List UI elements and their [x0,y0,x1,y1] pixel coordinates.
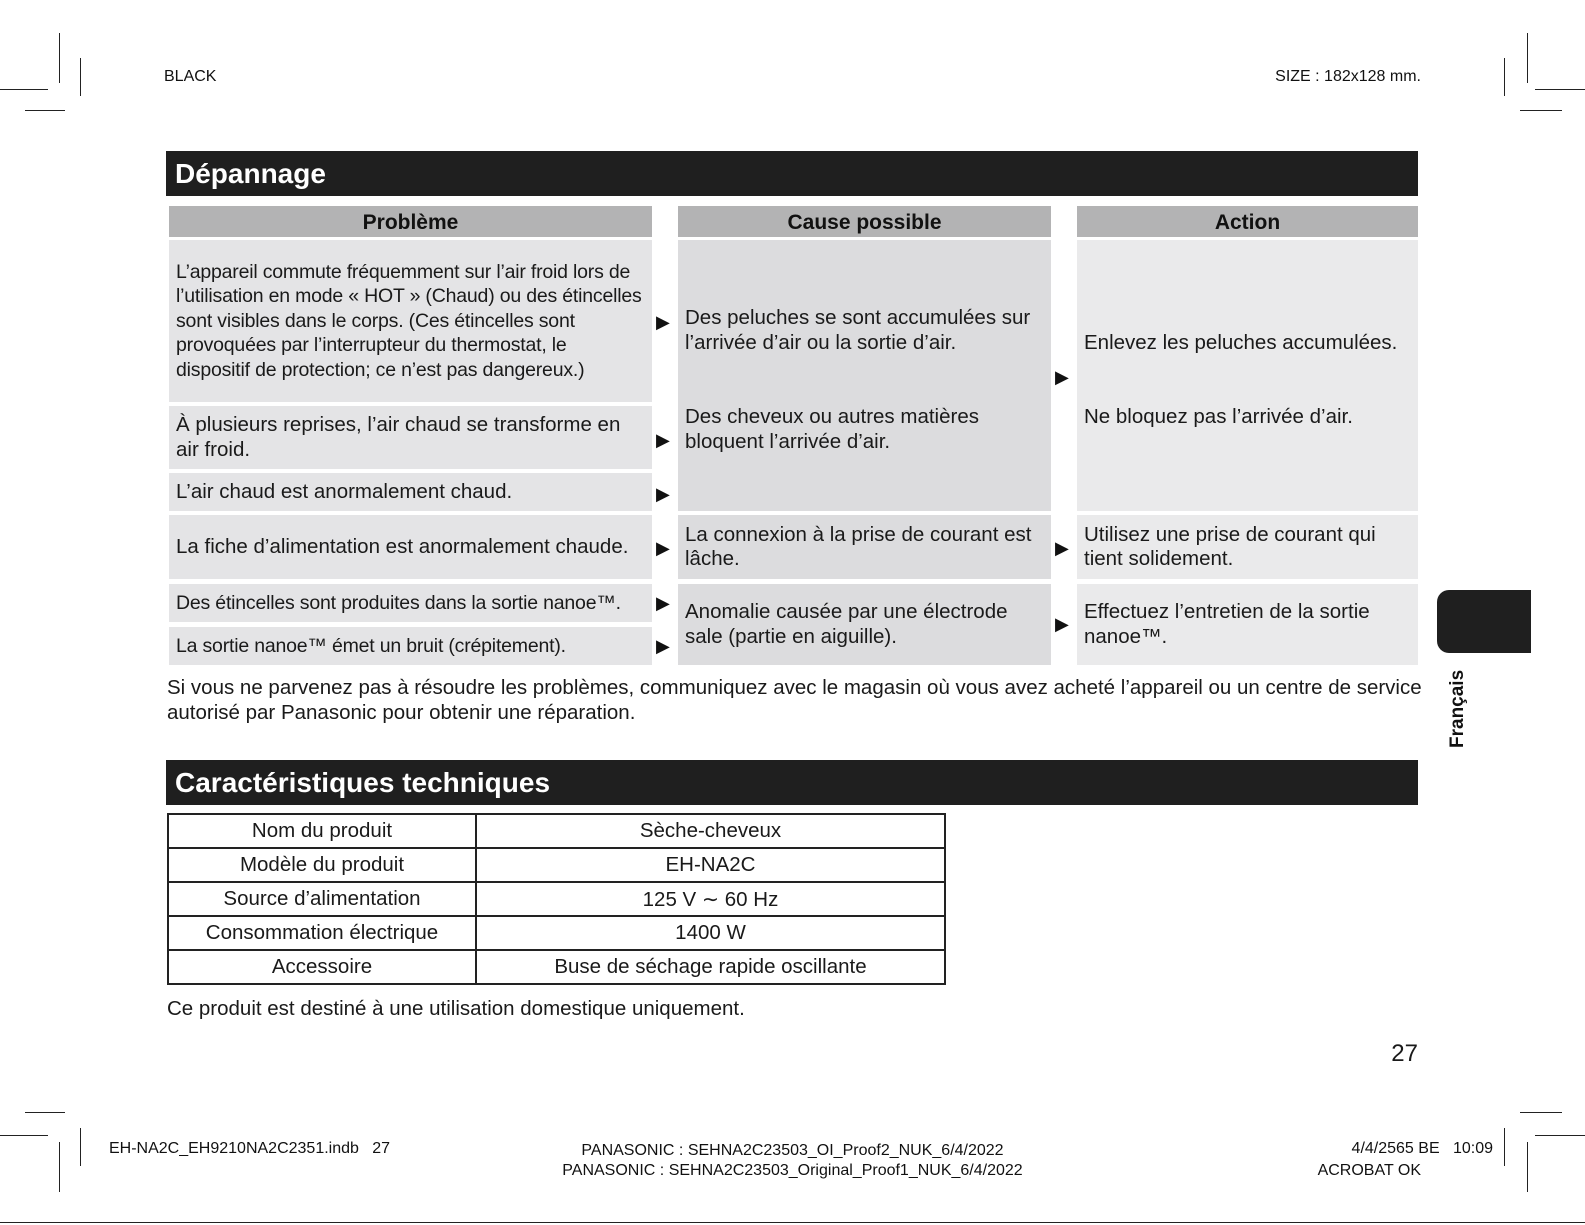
problem-text: La fiche d’alimentation est anormalement chaude. [176,534,629,558]
spec-label: Consommation électrique [168,916,476,950]
crop-mark [80,58,81,96]
footer-proof-line-1: PANASONIC : SEHNA2C23503_OI_Proof2_NUK_6/4/2022 [581,1142,1004,1159]
problem-text: À plusieurs reprises, l’air chaud se transforme en air froid. [176,413,621,461]
problem-cell [169,584,652,622]
language-label: Français [1447,669,1468,748]
crop-mark [1504,58,1505,96]
arrow-icon: ▶ [1055,538,1069,558]
cause-cell [678,584,1051,665]
arrow-icon: ▶ [656,636,670,656]
arrow-icon: ▶ [656,538,670,558]
action-text: Enlevez les peluches accumulées. [1084,331,1398,354]
footer-file: EH-NA2C_EH9210NA2C2351.indb 27 [109,1140,391,1157]
action-cell [1077,240,1418,511]
cause-cell [678,515,1051,579]
table-row [168,814,945,848]
action-cell [1077,515,1418,579]
header-cause: Cause possible [678,206,1051,237]
spec-value: 125 V ∼ 60 Hz [476,882,945,916]
action-text: Utilisez une prise de courant qui tient solidement. [1084,522,1376,570]
crop-mark [59,33,60,83]
cause-text: Des peluches se sont accumulées sur l’arrivée d’air ou la sortie d’air. [685,306,1031,354]
problem-cell [169,240,652,402]
table-row [168,916,945,950]
spec-label: Accessoire [168,950,476,984]
spec-value: Sèche-cheveux [476,814,945,848]
specs-table [167,813,946,985]
crop-mark [1520,110,1562,111]
problem-cell [169,473,652,511]
domestic-use-note: Ce produit est destiné à une utilisation domestique uniquement. [167,997,745,1020]
problem-text: L’appareil commute fréquemment sur l’air froid lors de l’utilisation en mode « HOT » (Chaud) ou des étincelles sont visibles dans le corps. (Ces étincelles sont provoquées par l’interrupteur du thermostat, le dispositif de protection; ce n’est pas dangereux.) [176,260,642,381]
spec-value: 1400 W [476,916,945,950]
cause-text: La connexion à la prise de courant est lâche. [685,522,1032,570]
crop-mark [25,110,65,111]
service-note: Si vous ne parvenez pas à résoudre les problèmes, communiquez avec le magasin où vous avez acheté l’appareil ou un centre de service autorisé par Panasonic pour obtenir une réparation. [167,676,1422,724]
size-label: SIZE : 182x128 mm. [1275,68,1421,85]
spec-value: Buse de séchage rapide oscillante [476,950,945,984]
bottom-rule [0,1222,1585,1223]
crop-mark [0,89,48,90]
table-row [168,848,945,882]
cause-text: Anomalie causée par une électrode sale (partie en aiguille). [685,600,1008,648]
crop-mark [1535,89,1585,90]
cause-text: Des cheveux ou autres matières bloquent l’arrivée d’air. [685,405,979,453]
action-text: Effectuez l’entretien de la sortie nanoe™. [1084,600,1370,648]
arrow-icon: ▶ [656,312,670,332]
problem-text: La sortie nanoe™ émet un bruit (crépitement). [176,634,566,657]
crop-mark [0,1135,48,1136]
footer-status: ACROBAT OK [1317,1162,1421,1179]
problem-cell [169,515,652,579]
spec-value: EH-NA2C [476,848,945,882]
crop-mark [1520,1112,1562,1113]
arrow-icon: ▶ [1055,614,1069,634]
spec-label: Modèle du produit [168,848,476,882]
arrow-icon: ▶ [656,430,670,450]
footer-proof-line-2: PANASONIC : SEHNA2C23503_Original_Proof1_NUK_6/4/2022 [562,1162,1023,1179]
header-problem: Problème [169,206,652,237]
crop-mark [1535,1135,1585,1136]
problem-text: L’air chaud est anormalement chaud. [176,479,513,503]
problem-cell [169,406,652,469]
ink-label: BLACK [164,68,217,85]
crop-mark [1527,33,1528,83]
language-tab [1437,590,1531,653]
spec-label: Source d’alimentation [168,882,476,916]
header-action: Action [1077,206,1418,237]
table-row [168,882,945,916]
problem-text: Des étincelles sont produites dans la sortie nanoe™. [176,591,621,614]
troubleshooting-title: Dépannage [166,151,1418,196]
action-cell [1077,584,1418,665]
arrow-icon: ▶ [656,484,670,504]
page-number: 27 [1391,1040,1418,1067]
action-text: Ne bloquez pas l’arrivée d’air. [1084,405,1353,428]
arrow-icon: ▶ [1055,367,1069,387]
footer-date: 4/4/2565 BE 10:09 [1351,1140,1493,1157]
table-row [168,950,945,984]
crop-mark [25,1112,65,1113]
problem-cell [169,627,652,665]
arrow-icon: ▶ [656,593,670,613]
cause-cell [678,240,1051,511]
specs-title: Caractéristiques techniques [166,760,1418,805]
spec-label: Nom du produit [168,814,476,848]
